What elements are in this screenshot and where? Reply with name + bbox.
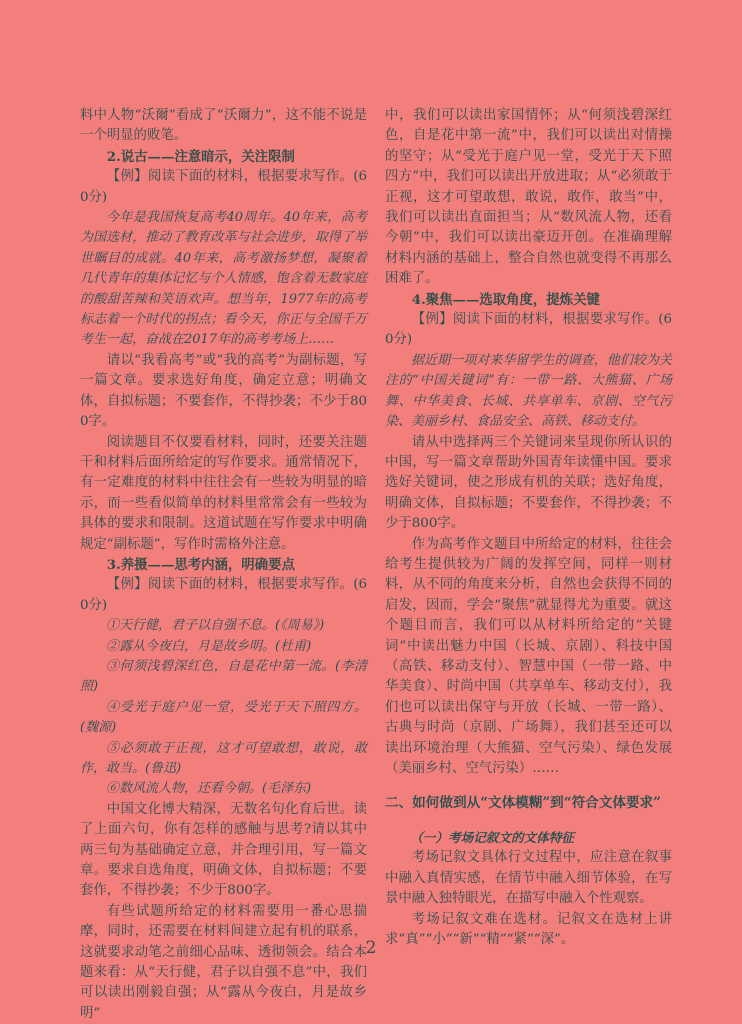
paragraph: 中国文化博大精深，无数名句化育后世。读了上面六句，你有怎样的感触与思考?请以其中两三句为基础确定立意，并合理引用，写一篇文章。要求自选角度，明确文体，自拟标题；不要套作，不得抄袭；不少于800字。: [80, 801, 367, 899]
quoted-material: 今年是我国恢复高考40周年。40年来，高考为国选材，推动了教育改革与社会进步，取得了举世瞩目的成就。40年来，高考激扬梦想，凝聚着几代青年的集体记忆与个人情感，饱含着无数家庭的酸甜苦辣和笑语欢声。想当年，1977年的高考标志着一个时代的拐点；看今天，你正与全国千万考生一起，奋战在2017年的高考考场上……: [80, 210, 367, 348]
quoted-material: ①天行健，君子以自强不息。(《周易》): [106, 618, 325, 634]
quoted-material: 据近期一项对来华留学生的调查，他们较为关注的“中国关键词”有：一带一路、大熊猫、广场舞、中华美食、长城、共享单车、京剧、空气污染、美丽乡村、食品安全、高铁、移动支付。: [385, 352, 672, 430]
sub-heading: （一）考场记叙文的文体特征: [410, 830, 574, 846]
paragraph: 中，我们可以读出家国情怀；从“何须浅碧深红色，自是花中第一流”中，我们可以读出对情操的坚守；从“受光于庭户见一堂，受光于天下照四方”中，我们可以读出开放进取；从“必须敢于正视，这才可望敢想，敢说，敢作，敢当”中，我们可以读出直面担当；从“数风流人物，还看今朝”中，我们可以读出豪迈开创。在准确理解材料内涵的基础上，整合自然也就变得不再那么困难了。: [385, 108, 672, 287]
right-column: [385, 106, 672, 950]
paragraph: 【例】阅读下面的材料，根据要求写作。(60分): [385, 312, 672, 348]
paragraph: 作为高考作文题目中所给定的材料，往往会给考生提供较为广阔的发挥空间，同样一则材料，从不同的角度来分析，自然也会获得不同的启发，因而，学会“聚焦”就显得尤为重要。就这个题目而言，我们可以从材料所给定的“关键词”中读出魅力中国（长城、京剧）、科技中国（高铁、移动支付）、智慧中国（一带一路、中华美食）、时尚中国（共享单车、移动支付），我们也可以读出保守与开放（长城、一带一路）、古典与时尚（京剧、广场舞），我们甚至还可以读出环境治理（大熊猫、空气污染）、绿色发展（美丽乡村、空气污染）……: [385, 536, 672, 776]
paragraph: 【例】阅读下面的材料，根据要求写作。(60分): [80, 169, 367, 205]
paragraph: 考场记叙文具体行文过程中，应注意在叙事中融入真情实感，在情节中融入细节体验，在写景中融入独特眼光，在描写中融入个性观察。: [385, 850, 672, 907]
section-heading: 二、如何做到从“文体模糊”到“符合文体要求”: [385, 795, 661, 812]
paragraph: 请从中选择两三个关键词来呈现你所认识的中国，写一篇文章帮助外国青年读懂中国。要求选好关键词，使之形成有机的关联；选好角度，明确文体，自拟标题；不要套作，不得抄袭；不少于800字。: [385, 434, 672, 532]
document-page: [80, 106, 672, 1021]
quoted-material: ④受光于庭户见一堂，受光于天下照四方。(魏源): [80, 699, 367, 736]
paragraph: 料中人物“沃爾”看成了“沃爾力”，这不能不说是一个明显的败笔。: [80, 108, 367, 144]
paragraph: 阅读题目不仅要看材料，同时，还要关注题干和材料后面所给定的写作要求。通常情况下，有一定难度的材料中往往会有一些较为明显的暗示，而一些看似简单的材料里常常会有一些较为具体的要求和限制。这道试题在写作要求中明确规定“副标题”，写作时需格外注意。: [80, 434, 367, 552]
quoted-material: ②露从今夜白，月是故乡明。(杜甫): [106, 638, 312, 654]
subsection-heading: 4.聚焦——选取角度，提炼关键: [411, 291, 600, 308]
left-column: [80, 106, 367, 1024]
paragraph: 有些试题所给定的材料需要用一番心思揣摩，同时，还需要在材料间建立起有机的联系，这就要求动笔之前细心品味、透彻领会。结合本题来看：从“天行健，君子以自强不息”中，我们可以读出刚毅自强；从“露从今夜白，月是故乡明”: [80, 903, 367, 1021]
paragraph: 【例】阅读下面的材料，根据要求写作。(60分): [80, 577, 367, 613]
paragraph: 请以“我看高考”或“我的高考”为副标题，写一篇文章。要求选好角度，确定立意；明确文体，自拟标题；不要套作，不得抄袭；不少于800字。: [80, 352, 367, 430]
quoted-material: ⑥数风流人物，还看今朝。(毛泽东): [106, 781, 312, 797]
paragraph: 考场记叙文难在选材。记叙文在选材上讲求“真”“小”“新”“精”“紧”“深”。: [385, 911, 672, 948]
subsection-heading: 2.说古——注意暗示，关注限制: [106, 148, 295, 165]
quoted-material: ③何须浅碧深红色，自是花中第一流。(李清照): [80, 658, 367, 695]
page-number: 2: [365, 938, 377, 958]
subsection-heading: 3.养摄——思考内涵，明确要点: [106, 556, 295, 573]
quoted-material: ⑤必须敢于正视，这才可望敢想，敢说，敢作，敢当。(鲁迅): [80, 740, 367, 776]
